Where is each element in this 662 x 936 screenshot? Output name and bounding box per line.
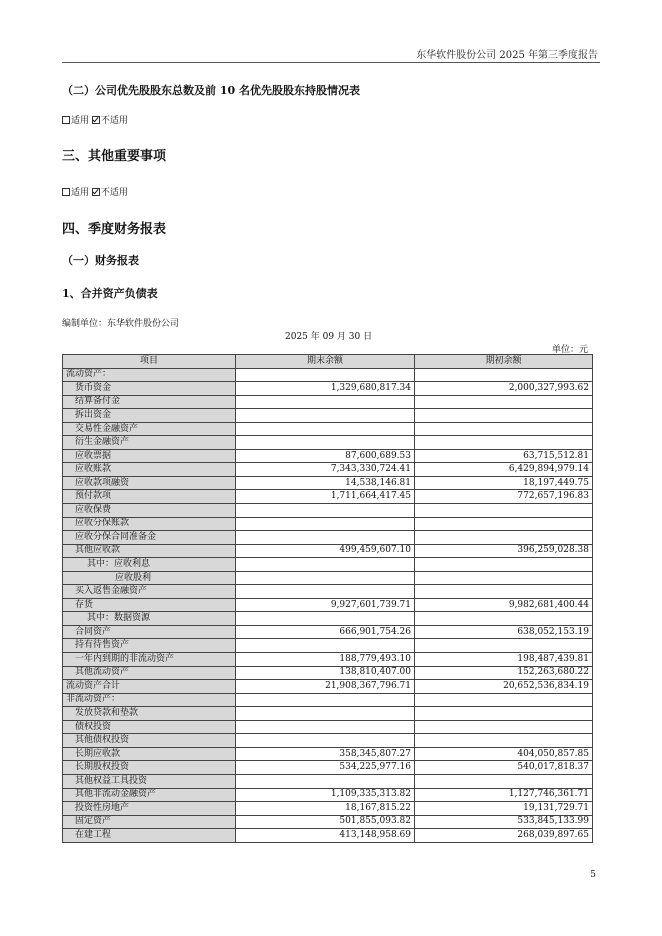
row-item-label: 其他债权投资 bbox=[63, 734, 236, 748]
report-date: 2025 年 09 月 30 日 bbox=[285, 332, 373, 342]
row-begin-balance bbox=[415, 693, 593, 707]
not-applicable-label: 不适用 bbox=[100, 116, 128, 126]
table-row bbox=[63, 693, 593, 707]
table-row bbox=[63, 409, 593, 423]
table-row bbox=[63, 436, 593, 450]
row-item-label: 应收分保账款 bbox=[63, 517, 236, 531]
row-end-balance: 1,109,335,313.82 bbox=[236, 788, 415, 802]
table-row bbox=[63, 653, 593, 667]
row-begin-balance: 6,429,894,979.14 bbox=[415, 463, 593, 477]
column-header-end-balance: 期末余额 bbox=[236, 355, 415, 369]
row-end-balance bbox=[236, 368, 415, 382]
row-item-label: 拆出资金 bbox=[63, 409, 236, 423]
row-begin-balance: 404,050,857.85 bbox=[415, 747, 593, 761]
row-begin-balance bbox=[415, 774, 593, 788]
row-item-label: 合同资产 bbox=[63, 625, 236, 639]
row-end-balance: 1,711,664,417.45 bbox=[236, 490, 415, 504]
row-end-balance: 9,927,601,739.71 bbox=[236, 598, 415, 612]
row-item-label: 衍生金融资产 bbox=[63, 436, 236, 450]
row-item-label: 债权投资 bbox=[63, 720, 236, 734]
row-item-label: 持有待售资产 bbox=[63, 639, 236, 653]
row-end-balance bbox=[236, 395, 415, 409]
row-begin-balance bbox=[415, 558, 593, 572]
row-begin-balance bbox=[415, 720, 593, 734]
preferred-shareholders-heading: （二）公司优先股股东总数及前 10 名优先股股东持股情况表 bbox=[62, 84, 360, 97]
table-row bbox=[63, 680, 593, 694]
row-end-balance: 358,345,807.27 bbox=[236, 747, 415, 761]
report-header-title: 东华软件股份公司 2025 年第三季度报告 bbox=[416, 50, 598, 61]
applicable-checkbox[interactable] bbox=[62, 188, 70, 196]
row-item-label: 货币资金 bbox=[63, 382, 236, 396]
table-row bbox=[63, 422, 593, 436]
row-end-balance: 18,167,815.22 bbox=[236, 802, 415, 816]
row-item-label: 其他应收款 bbox=[63, 544, 236, 558]
row-end-balance bbox=[236, 504, 415, 518]
row-begin-balance bbox=[415, 409, 593, 423]
quarterly-financial-statements-heading: 四、季度财务报表 bbox=[62, 222, 167, 237]
not-applicable-checkbox[interactable] bbox=[92, 188, 100, 196]
table-row bbox=[63, 774, 593, 788]
table-row bbox=[63, 476, 593, 490]
row-begin-balance: 268,039,897.65 bbox=[415, 829, 593, 843]
column-header-begin-balance: 期初余额 bbox=[415, 355, 593, 369]
table-row bbox=[63, 612, 593, 626]
table-row bbox=[63, 707, 593, 721]
row-begin-balance: 9,982,681,400.44 bbox=[415, 598, 593, 612]
row-end-balance: 666,901,754.26 bbox=[236, 625, 415, 639]
table-row bbox=[63, 625, 593, 639]
row-begin-balance: 540,017,818.37 bbox=[415, 761, 593, 775]
row-end-balance: 138,810,407.00 bbox=[236, 666, 415, 680]
row-end-balance bbox=[236, 517, 415, 531]
row-item-label: 其他权益工具投资 bbox=[63, 774, 236, 788]
row-item-label: 应收款项融资 bbox=[63, 476, 236, 490]
row-begin-balance: 63,715,512.81 bbox=[415, 449, 593, 463]
row-begin-balance: 772,657,196.83 bbox=[415, 490, 593, 504]
table-row bbox=[63, 571, 593, 585]
row-item-label: 非流动资产： bbox=[63, 693, 236, 707]
row-end-balance bbox=[236, 531, 415, 545]
row-end-balance bbox=[236, 409, 415, 423]
row-begin-balance: 198,487,439.81 bbox=[415, 653, 593, 667]
row-item-label: 结算备付金 bbox=[63, 395, 236, 409]
row-end-balance bbox=[236, 585, 415, 599]
row-item-label: 流动资产： bbox=[63, 368, 236, 382]
row-begin-balance bbox=[415, 504, 593, 518]
row-begin-balance bbox=[415, 571, 593, 585]
row-item-label: 其他非流动金融资产 bbox=[63, 788, 236, 802]
row-end-balance: 87,600,689.53 bbox=[236, 449, 415, 463]
row-begin-balance: 152,263,680.22 bbox=[415, 666, 593, 680]
table-row bbox=[63, 504, 593, 518]
row-begin-balance bbox=[415, 422, 593, 436]
balance-sheet-title: 1、合并资产负债表 bbox=[62, 287, 158, 300]
row-end-balance: 413,148,958.69 bbox=[236, 829, 415, 843]
row-item-label: 买入返售金融资产 bbox=[63, 585, 236, 599]
row-end-balance: 501,855,093.82 bbox=[236, 815, 415, 829]
row-begin-balance: 638,052,153.19 bbox=[415, 625, 593, 639]
table-row bbox=[63, 585, 593, 599]
table-row bbox=[63, 639, 593, 653]
table-row bbox=[63, 761, 593, 775]
row-begin-balance: 2,000,327,993.62 bbox=[415, 382, 593, 396]
not-applicable-checkbox[interactable] bbox=[92, 116, 100, 124]
row-item-label: 其他流动资产 bbox=[63, 666, 236, 680]
table-header-row bbox=[63, 355, 593, 369]
row-end-balance bbox=[236, 436, 415, 450]
row-item-label: 投资性房地产 bbox=[63, 802, 236, 816]
row-item-label: 在建工程 bbox=[63, 829, 236, 843]
row-end-balance bbox=[236, 734, 415, 748]
row-end-balance bbox=[236, 774, 415, 788]
row-item-label: 应收股利 bbox=[63, 571, 236, 585]
other-matters-heading: 三、其他重要事项 bbox=[62, 149, 167, 164]
table-row bbox=[63, 490, 593, 504]
balance-sheet-table bbox=[62, 354, 593, 843]
row-begin-balance bbox=[415, 368, 593, 382]
table-row bbox=[63, 829, 593, 843]
row-end-balance bbox=[236, 720, 415, 734]
row-item-label: 预付款项 bbox=[63, 490, 236, 504]
row-item-label: 发放贷款和垫款 bbox=[63, 707, 236, 721]
row-begin-balance: 19,131,729.71 bbox=[415, 802, 593, 816]
row-item-label: 应收保费 bbox=[63, 504, 236, 518]
row-item-label: 流动资产合计 bbox=[63, 680, 236, 694]
row-end-balance: 7,343,330,724.41 bbox=[236, 463, 415, 477]
table-row bbox=[63, 734, 593, 748]
page-number: 5 bbox=[590, 870, 596, 880]
table-row bbox=[63, 747, 593, 761]
table-row bbox=[63, 395, 593, 409]
table-row bbox=[63, 598, 593, 612]
table-row bbox=[63, 558, 593, 572]
row-begin-balance: 396,259,028.38 bbox=[415, 544, 593, 558]
row-begin-balance bbox=[415, 585, 593, 599]
row-begin-balance: 18,197,449.75 bbox=[415, 476, 593, 490]
row-end-balance: 14,538,146.81 bbox=[236, 476, 415, 490]
table-row bbox=[63, 720, 593, 734]
compiler-unit: 编制单位：东华软件股份公司 bbox=[62, 319, 180, 329]
table-row bbox=[63, 544, 593, 558]
preferred-applicability bbox=[62, 113, 128, 126]
row-item-label: 其中：数据资源 bbox=[63, 612, 236, 626]
table-row bbox=[63, 666, 593, 680]
row-begin-balance bbox=[415, 517, 593, 531]
column-header-item: 项目 bbox=[63, 355, 236, 369]
row-begin-balance bbox=[415, 395, 593, 409]
row-end-balance bbox=[236, 707, 415, 721]
row-begin-balance bbox=[415, 436, 593, 450]
row-item-label: 应收分保合同准备金 bbox=[63, 531, 236, 545]
table-row bbox=[63, 382, 593, 396]
balance-sheet-body bbox=[63, 368, 593, 842]
row-item-label: 存货 bbox=[63, 598, 236, 612]
table-row bbox=[63, 531, 593, 545]
table-row bbox=[63, 463, 593, 477]
row-item-label: 长期股权投资 bbox=[63, 761, 236, 775]
row-begin-balance bbox=[415, 734, 593, 748]
row-end-balance bbox=[236, 612, 415, 626]
table-row bbox=[63, 368, 593, 382]
table-row bbox=[63, 802, 593, 816]
row-end-balance: 21,908,367,796.71 bbox=[236, 680, 415, 694]
applicable-label: 适用 bbox=[71, 188, 90, 198]
row-begin-balance: 1,127,746,361.71 bbox=[415, 788, 593, 802]
row-begin-balance bbox=[415, 531, 593, 545]
row-item-label: 应收账款 bbox=[63, 463, 236, 477]
header-divider bbox=[62, 62, 600, 63]
row-end-balance: 188,779,493.10 bbox=[236, 653, 415, 667]
other-matters-applicability bbox=[62, 185, 128, 198]
row-end-balance bbox=[236, 693, 415, 707]
row-end-balance bbox=[236, 571, 415, 585]
applicable-label: 适用 bbox=[71, 116, 90, 126]
row-begin-balance bbox=[415, 707, 593, 721]
financial-statements-subheading: （一）财务报表 bbox=[62, 254, 139, 267]
row-item-label: 固定资产 bbox=[63, 815, 236, 829]
row-end-balance bbox=[236, 639, 415, 653]
row-item-label: 其中：应收利息 bbox=[63, 558, 236, 572]
table-row bbox=[63, 449, 593, 463]
row-item-label: 交易性金融资产 bbox=[63, 422, 236, 436]
row-item-label: 一年内到期的非流动资产 bbox=[63, 653, 236, 667]
row-begin-balance: 20,652,536,834.19 bbox=[415, 680, 593, 694]
row-begin-balance: 533,845,133.99 bbox=[415, 815, 593, 829]
row-end-balance: 534,225,977.16 bbox=[236, 761, 415, 775]
applicable-checkbox[interactable] bbox=[62, 116, 70, 124]
table-row bbox=[63, 517, 593, 531]
table-row bbox=[63, 815, 593, 829]
row-item-label: 长期应收款 bbox=[63, 747, 236, 761]
row-end-balance: 499,459,607.10 bbox=[236, 544, 415, 558]
row-end-balance bbox=[236, 558, 415, 572]
row-begin-balance bbox=[415, 639, 593, 653]
row-begin-balance bbox=[415, 612, 593, 626]
table-row bbox=[63, 788, 593, 802]
row-end-balance: 1,329,680,817.34 bbox=[236, 382, 415, 396]
currency-unit: 单位：元 bbox=[551, 345, 588, 355]
not-applicable-label: 不适用 bbox=[100, 188, 128, 198]
row-end-balance bbox=[236, 422, 415, 436]
row-item-label: 应收票据 bbox=[63, 449, 236, 463]
